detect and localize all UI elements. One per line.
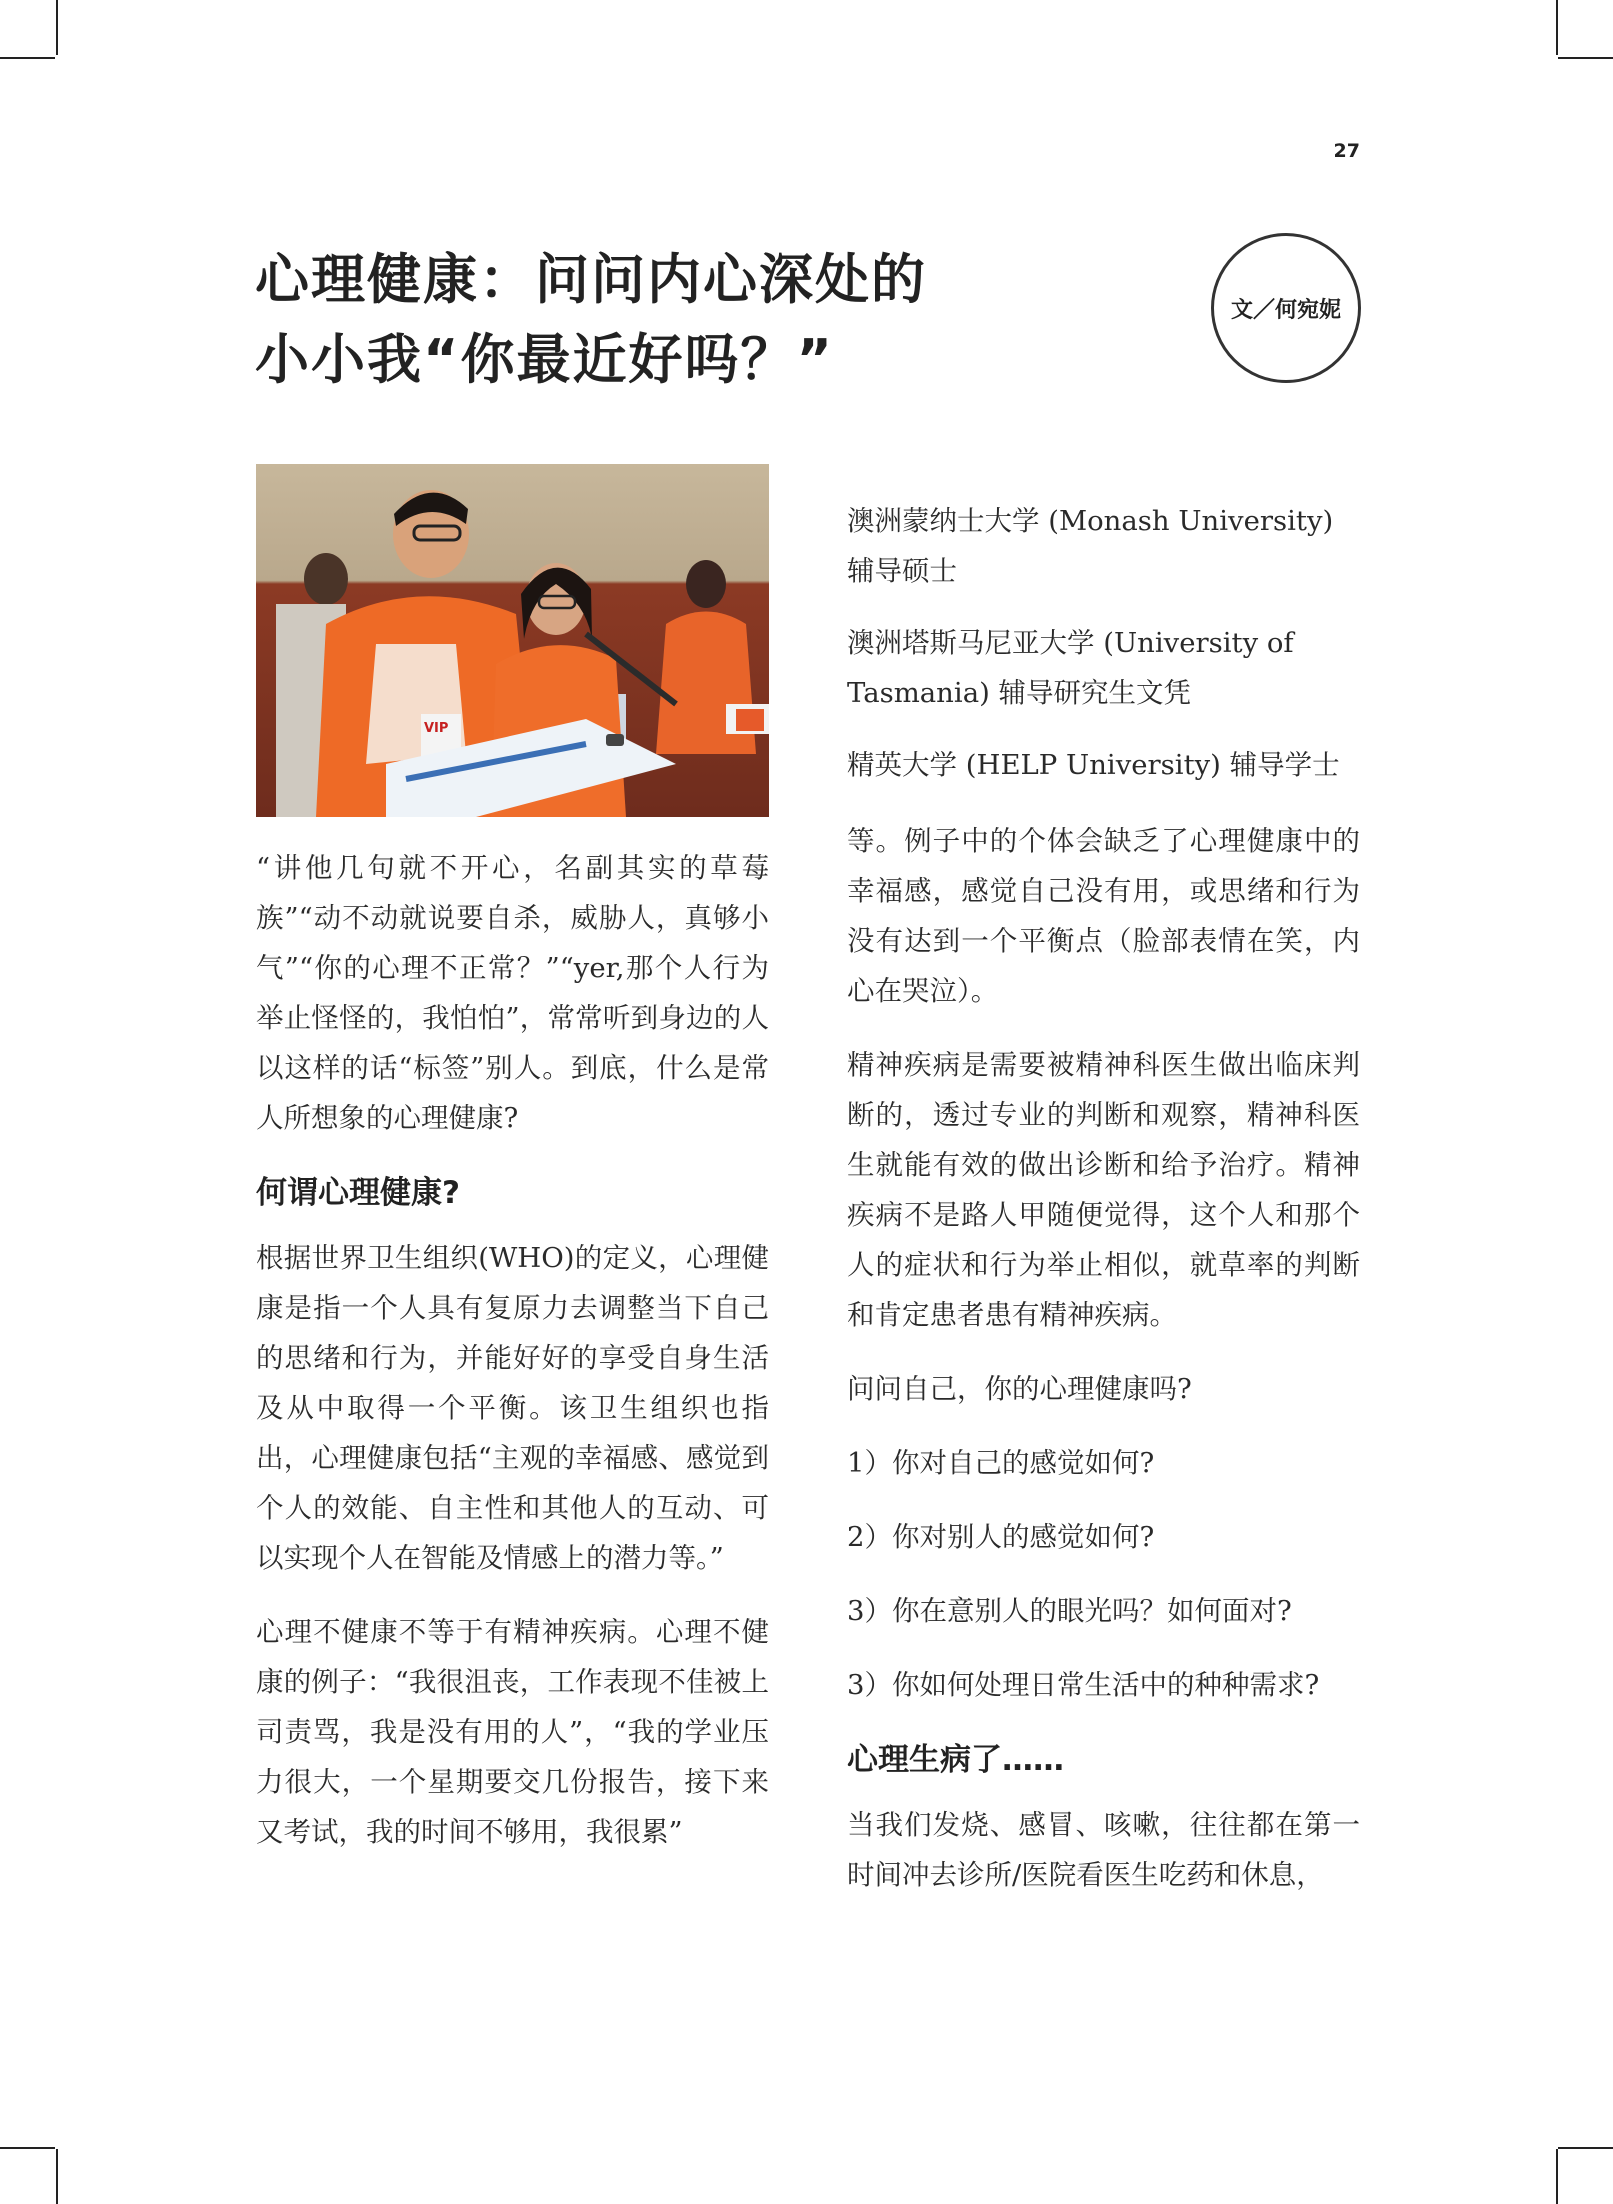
photo-badge: VIP (424, 721, 449, 736)
author-credentials (847, 496, 1360, 790)
crop-mark (56, 0, 58, 55)
left-column (256, 843, 769, 1857)
crop-mark (1556, 0, 1558, 55)
title-line-1: 心理健康：问问内心深处的 (255, 248, 927, 311)
article-photo (256, 464, 769, 817)
intro-paragraph: “讲他几句就不开心，名副其实的草莓族”“动不动就说要自杀，威胁人，真够小气”“你的心理不正常？”“yer,那个人行为举止怪怪的，我怕怕”，常常听到身边的人以这样的话“标签”别人。到底，什么是常人所想象的心理健康? (256, 852, 769, 1134)
page-number: 27 (1333, 140, 1360, 162)
fever-paragraph: 当我们发烧、感冒、咳嗽，往往都在第一时间冲去诊所/医院看医生吃药和休息， (847, 1809, 1360, 1891)
question-item: 2）你对别人的感觉如何? (847, 1521, 1155, 1553)
credential-item: 精英大学 (HELP University) 辅导学士 (847, 749, 1340, 781)
unhealthy-example-paragraph: 心理不健康不等于有精神疾病。心理不健康的例子：“我很沮丧，工作表现不佳被上司责骂，我是没有用的人”，“我的学业压力很大，一个星期要交几份报告，接下来又考试，我的时间不够用，我很累” (256, 1616, 769, 1848)
section-heading-what-is: 何谓心理健康? (256, 1175, 460, 1211)
self-check-prompt: 问问自己，你的心理健康吗? (847, 1373, 1192, 1405)
continuation-paragraph: 等。例子中的个体会缺乏了心理健康中的幸福感，感觉自己没有用，或思绪和行为没有达到一个平衡点（脸部表情在笑，内心在哭泣）。 (847, 825, 1360, 1007)
question-item: 1）你对自己的感觉如何? (847, 1447, 1155, 1479)
crop-mark (1556, 2149, 1558, 2204)
mental-illness-paragraph: 精神疾病是需要被精神科医生做出临床判断的，透过专业的判断和观察，精神科医生就能有效的做出诊断和给予治疗。精神疾病不是路人甲随便觉得，这个人和那个人的症状和行为举止相似，就草率的判断和肯定患者患有精神疾病。 (847, 1049, 1360, 1331)
crop-mark (56, 2149, 58, 2204)
credential-item: 澳洲塔斯马尼亚大学 (University of Tasmania) 辅导研究生文凭 (847, 627, 1294, 709)
credential-item: 澳洲蒙纳士大学 (Monash University) 辅导硕士 (847, 505, 1334, 587)
title-line-2: 小小我“你最近好吗？” (255, 328, 834, 391)
crop-mark (0, 57, 55, 59)
question-item: 3）你在意别人的眼光吗？如何面对? (847, 1595, 1292, 1627)
crop-mark (1558, 57, 1613, 59)
who-definition-paragraph: 根据世界卫生组织(WHO)的定义，心理健康是指一个人具有复原力去调整当下自己的思绪和行为，并能好好的享受自身生活及从中取得一个平衡。该卫生组织也指出，心理健康包括“主观的幸福感、感觉到个人的效能、自主性和其他人的互动、可以实现个人在智能及情感上的潜力等。” (256, 1242, 769, 1574)
right-column (847, 496, 1360, 1924)
question-item: 3）你如何处理日常生活中的种种需求? (847, 1669, 1320, 1701)
author-name: 文／何宛妮 (1230, 297, 1341, 323)
crop-mark (1558, 2147, 1613, 2149)
section-heading-sick: 心理生病了…… (847, 1742, 1064, 1778)
crop-mark (0, 2147, 55, 2149)
article-title (255, 240, 1075, 400)
author-badge (1211, 233, 1361, 383)
